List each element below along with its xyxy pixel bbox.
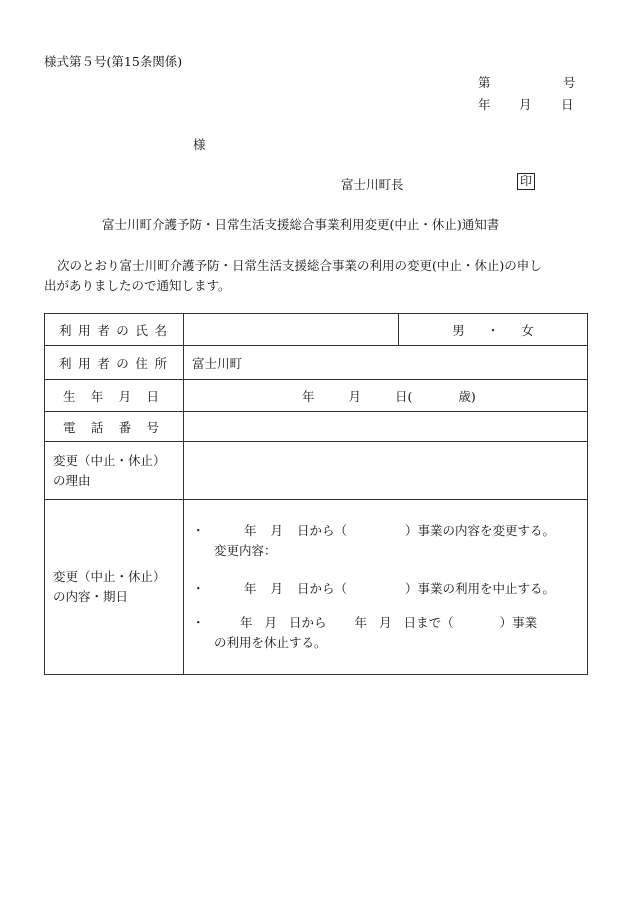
- opt2-year: 年: [244, 581, 257, 596]
- label-char: 号: [146, 419, 159, 435]
- opt1-month: 月: [270, 523, 284, 538]
- label-char: 利: [59, 322, 72, 338]
- phone-label: [45, 412, 184, 442]
- form-number: 様式第５号(第15条関係): [44, 54, 183, 69]
- opt2-from: 日から（: [297, 581, 348, 596]
- doc-number-go: 号: [563, 75, 576, 90]
- row-address: [45, 346, 588, 380]
- address-label: [45, 346, 184, 380]
- document-title: 富士川町介護予防・日常生活支援総合事業利用変更(中止・休止)通知書: [102, 217, 500, 232]
- seal-stamp: [517, 173, 535, 190]
- doc-number-dai: 第: [478, 75, 491, 90]
- gender-cell[interactable]: [399, 314, 588, 346]
- intro-line-2: 出がありましたので通知します。: [44, 278, 231, 293]
- date-day-label: 日: [561, 97, 574, 112]
- bullet-2: ・: [192, 581, 205, 596]
- label-char: の: [116, 355, 129, 371]
- label-char: 日: [146, 388, 159, 404]
- dob-value[interactable]: [184, 380, 588, 412]
- row-reason: [45, 442, 588, 500]
- label-char: 用: [78, 355, 91, 371]
- opt1-tail: ）事業の内容を変更する。: [405, 523, 556, 538]
- label-char: の: [116, 322, 129, 338]
- opt3-tail: ）事業: [499, 615, 538, 630]
- reason-label-line2: の理由: [53, 472, 91, 488]
- dob-day: 日(: [394, 388, 413, 404]
- label-char: 住: [135, 355, 148, 371]
- content-label: [45, 500, 184, 675]
- opt3-until: 日まで（: [403, 615, 454, 630]
- date-month-label: 月: [519, 97, 532, 112]
- label-char: 用: [78, 322, 91, 338]
- row-dob: [45, 380, 588, 412]
- label-char: 者: [97, 322, 110, 338]
- label-char: 電: [63, 419, 76, 435]
- dob-label: [45, 380, 184, 412]
- seal-label: 印: [517, 173, 535, 190]
- opt3-year: 年: [240, 615, 253, 630]
- content-label-line2: の内容・期日: [53, 589, 129, 604]
- opt2-month: 月: [270, 581, 284, 596]
- label-char: 者: [97, 355, 110, 371]
- label-char: 月: [118, 388, 132, 404]
- label-char: 氏: [135, 322, 148, 338]
- opt3-from: 日から: [289, 615, 327, 630]
- reason-value[interactable]: [184, 442, 588, 500]
- name-label: [45, 314, 184, 346]
- addressee-honorific: 様: [193, 137, 206, 152]
- date-year-label: 年: [478, 97, 491, 112]
- label-char: 話: [90, 419, 104, 435]
- option-stop[interactable]: [192, 579, 579, 599]
- row-content: [45, 500, 588, 675]
- notice-table: [44, 313, 588, 675]
- bullet-1: ・: [192, 523, 205, 538]
- opt3-line2: の利用を休止する。: [214, 635, 327, 650]
- dob-age: 歳): [458, 388, 476, 404]
- gender-separator: ・: [486, 322, 500, 338]
- opt3-month2: 月: [379, 615, 392, 630]
- bullet-3: ・: [192, 615, 205, 630]
- label-char: 番: [118, 419, 132, 435]
- opt1-from: 日から（: [297, 523, 348, 538]
- content-label-line1: 変更（中止・休止）: [53, 569, 166, 584]
- sender-title: 富士川町長: [341, 177, 404, 192]
- option-suspend[interactable]: [192, 613, 579, 653]
- option-change[interactable]: [192, 521, 579, 561]
- label-char: 利: [59, 355, 72, 371]
- opt3-year2: 年: [354, 615, 368, 630]
- row-phone: [45, 412, 588, 442]
- gender-female[interactable]: 女: [521, 322, 534, 338]
- gender-male[interactable]: 男: [452, 322, 465, 338]
- dob-month: 月: [348, 388, 361, 404]
- label-char: 年: [90, 388, 104, 404]
- label-char: 所: [154, 355, 167, 371]
- opt1-year: 年: [244, 523, 257, 538]
- row-name: [45, 314, 588, 346]
- name-value[interactable]: [184, 314, 399, 346]
- content-options: [184, 500, 588, 675]
- opt2-tail: ）事業の利用を中止する。: [405, 581, 556, 596]
- intro-line-1: 次のとおり富士川町介護予防・日常生活支援総合事業の利用の変更(中止・休止)の申し: [57, 258, 542, 273]
- label-char: 名: [154, 322, 167, 338]
- reason-label-line1: 変更（中止・休止）: [53, 452, 166, 468]
- label-char: 生: [63, 388, 76, 404]
- opt3-month: 月: [264, 615, 278, 630]
- address-value[interactable]: 富士川町: [184, 346, 588, 380]
- dob-year: 年: [301, 388, 315, 404]
- reason-label: [45, 442, 184, 500]
- opt1-detail: 変更内容：: [214, 543, 277, 558]
- phone-value[interactable]: [184, 412, 588, 442]
